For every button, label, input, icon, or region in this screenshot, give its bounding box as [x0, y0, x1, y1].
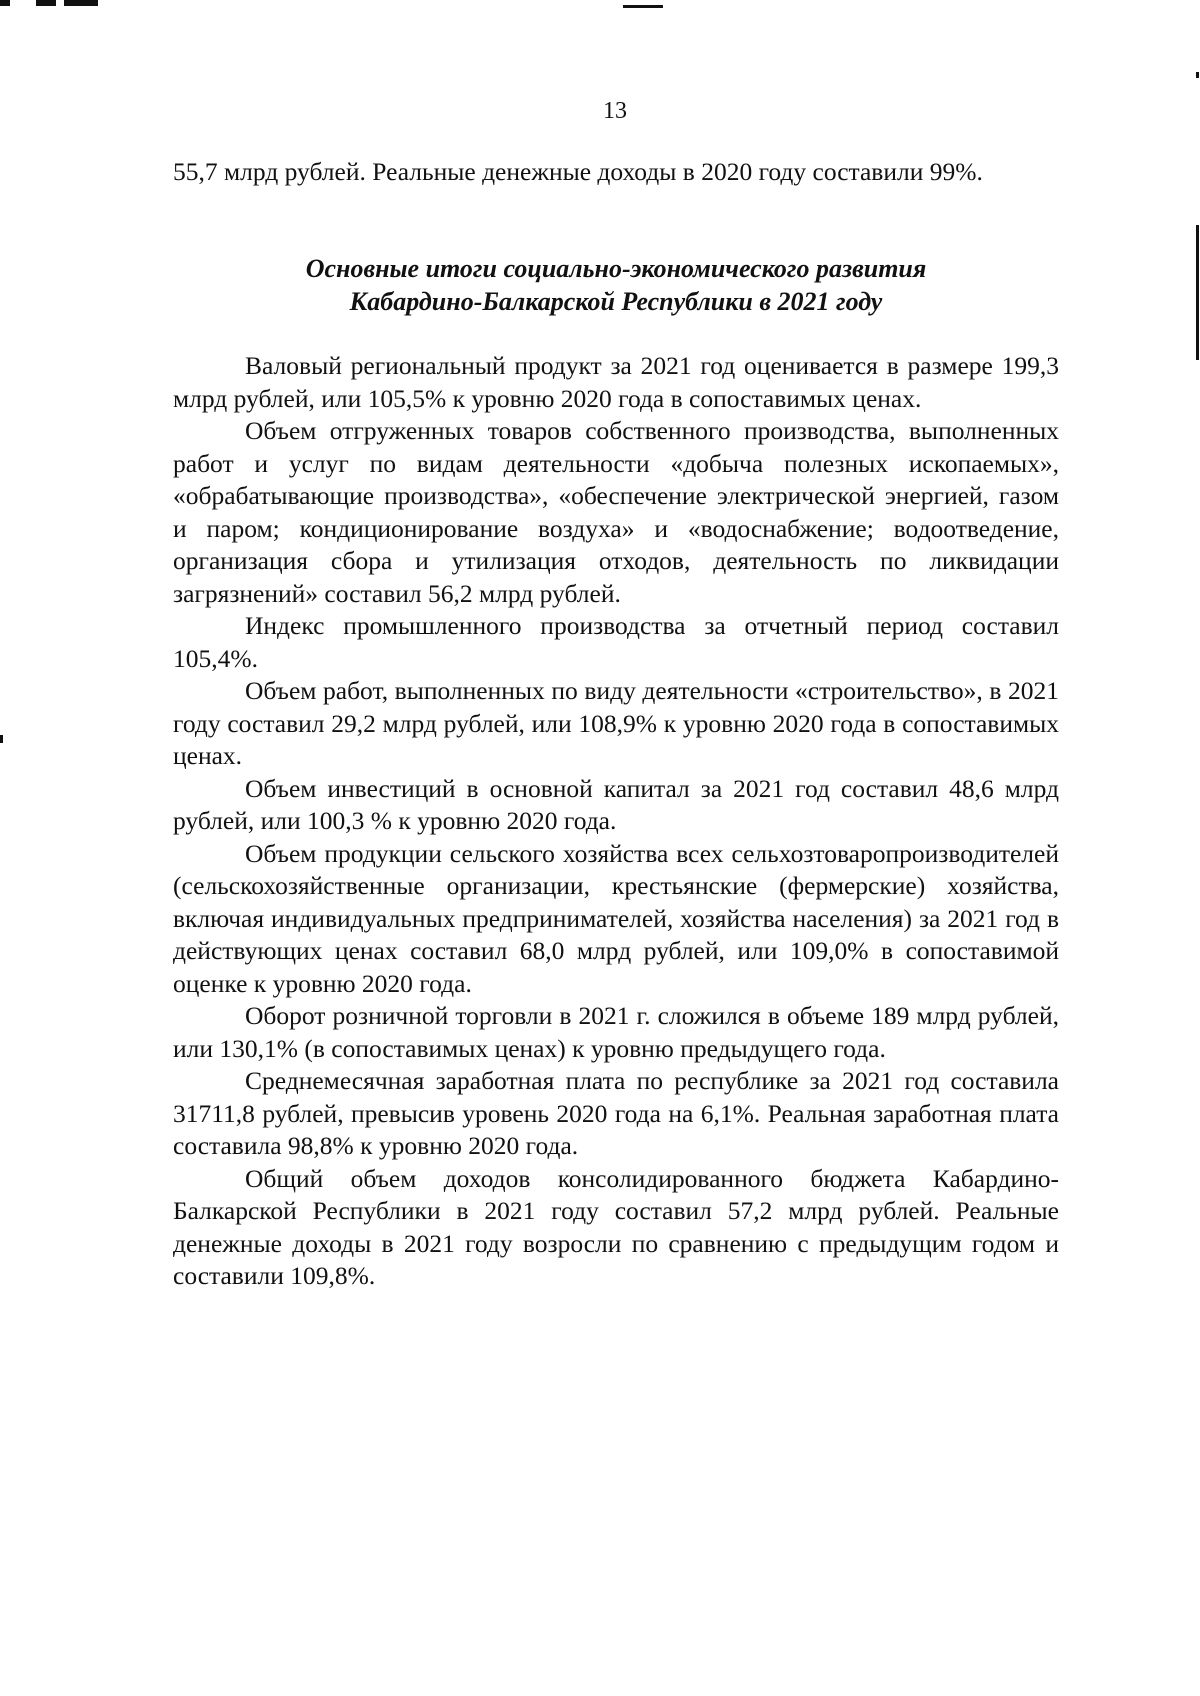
body-text — [173, 350, 1059, 1293]
paragraph-retail: Оборот розничной торговли в 2021 г. сложился в объеме 189 млрд рублей, или 130,1% (в сопоставимых ценах) к уровню предыдущего года. — [173, 1001, 1059, 1063]
paragraph-investment: Объем инвестиций в основной капитал за 2021 год составил 48,6 млрд рублей, или 100,3 % к уровню 2020 года. — [173, 773, 1059, 835]
section-heading-line-1: Основные итоги социально-экономического развития — [305, 254, 927, 283]
paragraph-industrial-index: Индекс промышленного производства за отчетный период составил 105,4%. — [173, 611, 1059, 673]
paragraph-grp: Валовый региональный продукт за 2021 год оценивается в размере 199,3 млрд рублей, или 105,5% к уровню 2020 года в сопоставимых ценах. — [173, 351, 1059, 413]
paragraph-agriculture: Объем продукции сельского хозяйства всех сельхозтоваропроизводителей (сельскохозяйственные организации, крестьянские (фермерские) хозяйства, включая индивидуальных предпринимателей, хозяйства населения) за 2021 год в действующих ценах составил 68,0 млрд рублей, или 109,0% в сопоставимой оценке к уровню 2020 года. — [173, 838, 1059, 998]
section-heading — [173, 252, 1059, 318]
scan-artifact-left-edge — [0, 735, 3, 743]
scan-artifact-top-left — [0, 0, 10, 6]
scan-artifact-top-left — [64, 0, 98, 6]
paragraph-budget: Общий объем доходов консолидированного бюджета Кабардино-Балкарской Республики в 2021 году составил 57,2 млрд рублей. Реальные денежные доходы в 2021 году возросли по сравнению с предыдущим годом и составили 109,8%. — [173, 1163, 1059, 1290]
paragraph-wages: Среднемесячная заработная плата по республике за 2021 год составила 31711,8 рублей, превысив уровень 2020 года на 6,1%. Реальная заработная плата составила 98,8% к уровню 2020 года. — [173, 1066, 1059, 1160]
paragraph-shipped-goods: Объем отгруженных товаров собственного производства, выполненных работ и услуг по видам деятельности «добыча полезных ископаемых», «обрабатывающие производства», «обеспечение электрической энергией, газом и паром; кондиционирование воздуха» и «водоснабжение; водоотведение, организация сбора и утилизация отходов, деятельность по ликвидации загрязнений» составил 56,2 млрд рублей. — [173, 416, 1059, 608]
scan-artifact-right-edge — [1196, 225, 1199, 360]
section-heading-line-2: Кабардино-Балкарской Республики в 2021 году — [349, 287, 883, 316]
scan-artifact-top-left — [36, 0, 56, 6]
continuation-paragraph: 55,7 млрд рублей. Реальные денежные доходы в 2020 году составили 99%. — [173, 157, 983, 186]
page-number: 13 — [603, 98, 627, 124]
scan-artifact-top-center — [623, 5, 663, 8]
paragraph-construction: Объем работ, выполненных по виду деятельности «строительство», в 2021 году составил 29,2 млрд рублей, или 108,9% к уровню 2020 года в сопоставимых ценах. — [173, 676, 1059, 770]
scan-artifact-right-edge — [1196, 72, 1199, 78]
